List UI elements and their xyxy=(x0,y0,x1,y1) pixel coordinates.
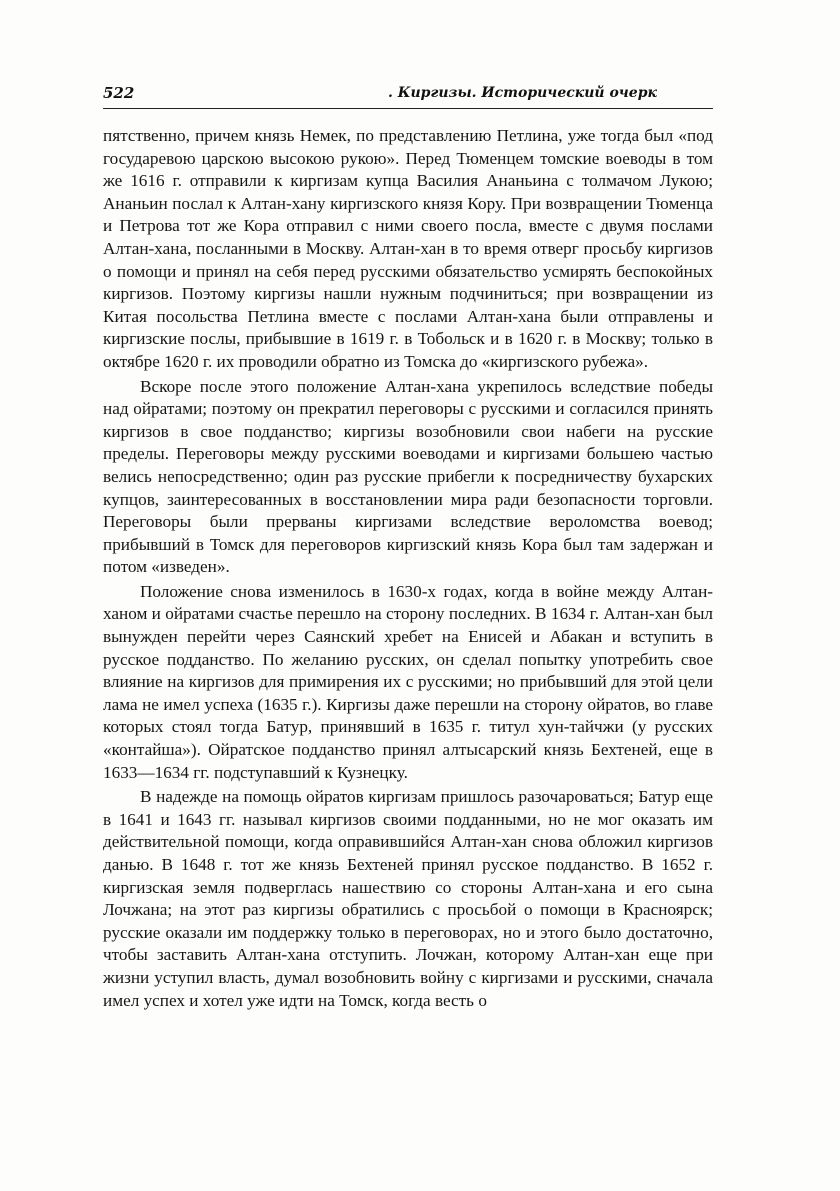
paragraph: Положение снова изменилось в 1630-х годах, когда в войне между Алтан-ханом и ойратами счастье перешло на сторону последних. В 1634 г. Алтан-хан был вынужден перейти через Саянский хребет на Енисей и Абакан и вступить в русское подданство. По желанию русских, он сделал попытку употребить свое влияние на киргизов для примирения их с русскими; но прибывший для этой цели лама не имел успеха (1635 г.). Киргизы даже перешли на сторону ойратов, во главе которых стоял тогда Батур, принявший в 1635 г. титул хун-тайчжи (у русских «контайша»). Ойратское подданство принял алтысарский князь Бехтеней, еще в 1633—1634 гг. подступавший к Кузнецку. xyxy=(103,581,713,782)
running-title: . Киргизы. Исторический очерк xyxy=(388,85,657,101)
page-number: 522 xyxy=(103,84,135,102)
page-header xyxy=(103,82,713,109)
paragraph: В надежде на помощь ойратов киргизам пришлось разочароваться; Батур еще в 1641 и 1643 гг. называл киргизов своими подданными, но не мог оказать им действительной помощи, когда оправившийся Алтан-хан снова обложил киргизов данью. В 1648 г. тот же князь Бехтеней принял русское подданство. В 1652 г. киргизская земля подверглась нашествию со стороны Алтан-хана и его сына Лочжана; на этот раз киргизы обратились с просьбой о помощи в Красноярск; русские оказали им поддержку только в переговорах, но и этого было достаточно, чтобы заставить Алтан-хана отступить. Лочжан, которому Алтан-хан еще при жизни уступил власть, думал возобновить войну с киргизами и русскими, сначала имел успех и хотел уже идти на Томск, когда весть о xyxy=(103,787,713,1010)
paragraph: Вскоре после этого положение Алтан-хана укрепилось вследствие победы над ойратами; поэтому он прекратил переговоры с русскими и согласился принять киргизов в свое подданство; киргизы возобновили свои набеги на русские пределы. Переговоры между русскими воеводами и киргизами большею частью велись непосредственно; один раз русские прибегли к посредничеству бухарских купцов, заинтересованных в восстановлении мира ради безопасности торговли. Переговоры были прерваны киргизами вследствие вероломства воевод; прибывший в Томск для переговоров киргизский князь Кора был там задержан и потом «изведен». xyxy=(103,376,713,577)
body-text xyxy=(103,125,713,1012)
paragraph-continued: пятственно, причем князь Немек, по представлению Петлина, уже тогда был «под государевою царскою высокою рукою». Перед Тюменцем томские воеводы в том же 1616 г. отправили к киргизам купца Василия Ананьина с толмачом Лукою; Ананьин послал к Алтан-хану киргизского князя Кору. При возвращении Тюменца и Петрова тот же Кора отправил с ними своего посла, вместе с двумя послами Алтан-хана, посланными в Москву. Алтан-хан в то время отверг просьбу киргизов о помощи и принял на себя перед русскими обязательство усмирять беспокойных киргизов. Поэтому киргизы нашли нужным подчиниться; при возвращении из Китая посольства Петлина вместе с послами Алтан-хана были отправлены и киргизские послы, прибывшие в 1619 г. в Тобольск и в 1620 г. в Москву; только в октябре 1620 г. их проводили обратно из Томска до «киргизского рубежа». xyxy=(103,126,713,371)
